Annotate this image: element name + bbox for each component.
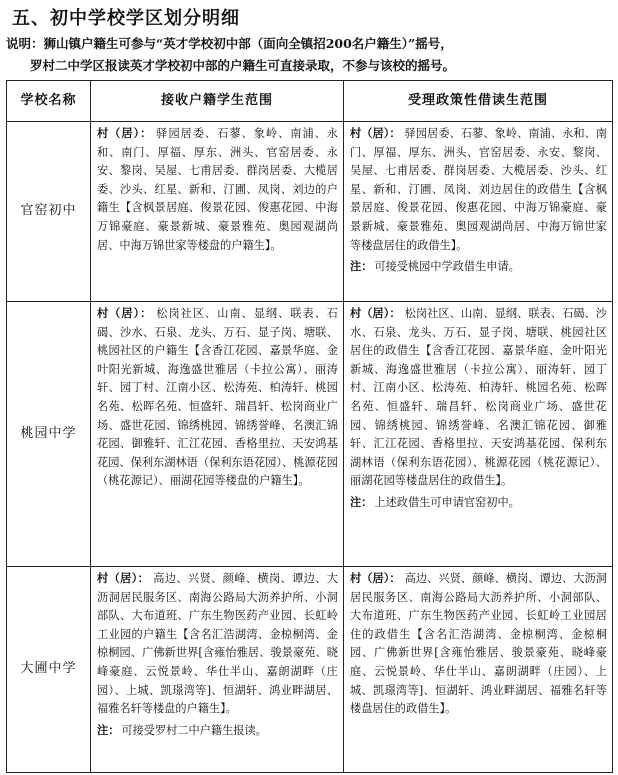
policy-scope-text: 松岗社区、山南、显纲、联表、石碣、沙水、石泉、龙头、万石、显子岗、塘联、桃园社区居住的政借生【含香江花园、嘉景华庭、金叶阳光新城、海逸盛世雅居（卡拉公寓）、丽涛轩、园丁村、江南小区、松涛苑、柏涛轩、桃园名苑、松晖名苑、恒盛轩、瑞昌轩、松岗商业广场、盛世花园、锦绣桃园、锦绣誉峰、名澳汇锦花园、御雅轩、汇江花园、香格里拉、天安鸿基花园、保利东湖林语（保利东语花园）、桃源花园（桃花源记）、丽湖花园等楼盘居住的政借生】。	[350, 307, 607, 488]
village-label: 村（居）：	[97, 571, 150, 585]
village-label: 村（居）：	[97, 306, 153, 320]
policy-scope-text: 高边、兴贤、颜峰、横岗、谭边、大沥洞居民服务区、南海公路局大沥养护所、小洞部队、大布道班、广东生物医药产业园、长虹岭工业园居住的政借生【含名汇浩湖湾、金椋桐湾、金椋桐园、广佛新世界[含雍怡雅居、骏景豪苑、晓峰豪庭、云悦景岭、华仕半山、嘉朗湖畔（庄园）、上城、凯璟湾等]、恒湖轩、鸿业畔湖居、福雅名轩等楼盘居住的政借生】。	[350, 572, 607, 716]
table-row	[7, 567, 613, 773]
note-line-2: 罗村二中学区报读英才学校初中部的户籍生可直接录取，不参与该校的摇号。	[30, 58, 456, 73]
note-label: 说明：	[6, 36, 44, 51]
header-school-name: 学校名称	[7, 81, 91, 122]
table-header-row	[7, 81, 613, 122]
district-table	[6, 80, 613, 773]
scope-note	[350, 493, 607, 513]
school-name: 官窑初中	[7, 122, 91, 302]
household-scope-cell	[91, 302, 344, 567]
explanation-note	[6, 33, 612, 77]
table-row	[7, 302, 613, 567]
policy-scope-cell	[344, 567, 613, 773]
village-label: 村（居）：	[97, 126, 153, 140]
village-label: 村（居）：	[350, 571, 401, 585]
policy-scope-cell	[344, 122, 613, 302]
note-line-1: 狮山镇户籍生可参与“英才学校初中部（面向全镇招200名户籍生）”摇号，	[43, 36, 453, 51]
scope-note	[350, 257, 607, 277]
household-scope-text: 高边、兴贤、颜峰、横岗、谭边、大沥洞居民服务区、南海公路局大沥养护所、小洞部队、大布道班、广东生物医药产业园、长虹岭工业园的户籍生【含名汇浩湖湾、金椋桐湾、金椋桐园、广佛新世界[含雍怡雅居、骏景豪苑、晓峰豪庭、云悦景岭、华仕半山、嘉朗湖畔（庄园）、上城、凯璟湾等]、恒湖轩、鸿业畔湖居、福雅名轩等楼盘的户籍生】。	[97, 572, 338, 716]
village-label: 村（居）：	[350, 126, 401, 140]
scope-note	[97, 721, 338, 741]
policy-scope-text: 驿园居委、石蓼、象岭、南浦、永和、南门、厚福、厚东、洲头、官窑居委、永安、黎岗、吴屋、七甫居委、群岗居委、大榄居委、沙头、红星、新和、汀圃、凤岗、刘边居住的政借生【含枫景居庭、俊景花园、俊惠花园、中海万锦豪庭、豪景新城、豪景雅苑、奥园观湖尚居、中海万锦世家等楼盘居住的政借生】。	[350, 127, 607, 252]
header-household-scope: 接收户籍学生范围	[91, 81, 344, 122]
household-scope-cell	[91, 122, 344, 302]
household-scope-cell	[91, 567, 344, 773]
table-row	[7, 122, 613, 302]
school-name: 桃园中学	[7, 302, 91, 567]
note-text: 可接受桃园中学政借生申请。	[374, 260, 520, 274]
note-prefix: 注：	[350, 494, 373, 509]
school-name: 大圃中学	[7, 567, 91, 773]
village-label: 村（居）：	[350, 306, 401, 320]
household-scope-text: 松岗社区、山南、显纲、联表、石碣、沙水、石泉、龙头、万石、显子岗、塘联、桃园社区的户籍生【含香江花园、嘉景华庭、金叶阳光新城、海逸盛世雅居（卡拉公寓）、丽涛轩、园丁村、江南小区、松涛苑、柏涛轩、桃园名苑、松晖名苑、恒盛轩、瑞昌轩、松岗商业广场、盛世花园、锦绣桃园、锦绣誉峰、名澳汇锦花园、御雅轩、汇江花园、香格里拉、天安鸿基花园、保利东湖林语（保利东语花园）、桃源花园（桃花源记）、丽湖花园等楼盘的户籍生】。	[97, 307, 338, 488]
policy-scope-cell	[344, 302, 613, 567]
note-text: 上述政借生可申请官窑初中。	[374, 495, 520, 509]
section-heading: 五、初中学校学区划分明细	[12, 8, 240, 29]
header-policy-scope: 受理政策性借读生范围	[344, 81, 613, 122]
household-scope-text: 驿园居委、石蓼、象岭、南浦、永和、南门、厚福、厚东、洲头、官窑居委、永安、黎岗、吴屋、七甫居委、群岗居委、大榄居委、沙头、红星、新和、汀圃、凤岗、刘边的户籍生【含枫景居庭、俊景花园、俊惠花园、中海万锦豪庭、豪景新城、豪景雅苑、奥园观湖尚居、中海万锦世家等楼盘的户籍生】。	[97, 127, 338, 252]
note-text: 可接受罗村二中户籍生报读。	[121, 723, 267, 737]
note-prefix: 注：	[350, 259, 373, 274]
note-prefix: 注：	[97, 722, 120, 737]
